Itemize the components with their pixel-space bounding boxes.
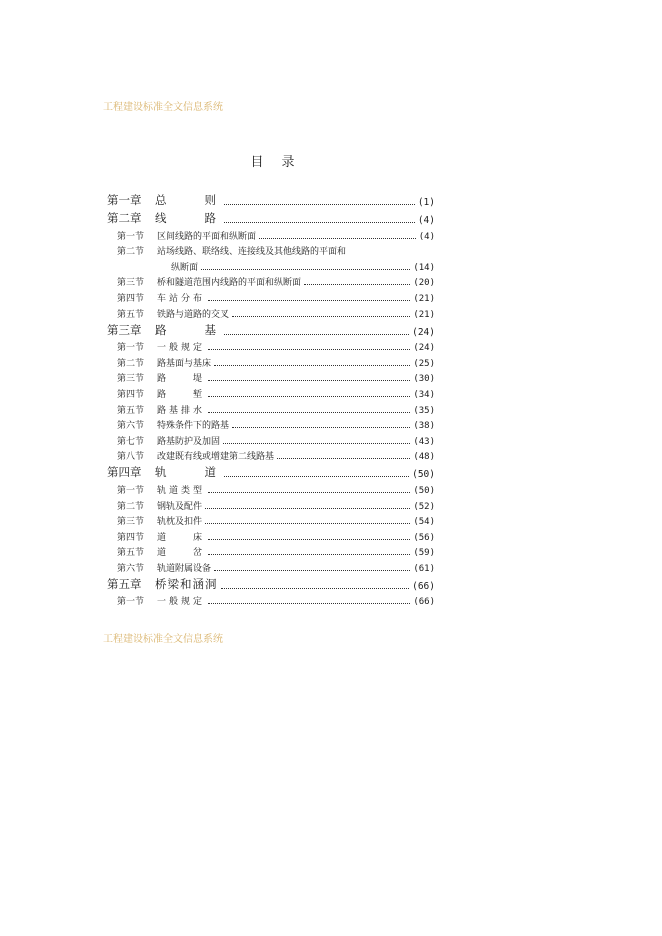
toc-entry-title: 道 床 (157, 532, 206, 543)
toc-leader-dots (224, 222, 415, 223)
toc-entry-number: 第三章 (107, 322, 142, 337)
toc-leader-dots (208, 554, 410, 555)
toc-page-number: (25) (413, 358, 435, 369)
toc-entry-number: 第八节 (117, 452, 145, 463)
toc-entry-number: 第二节 (117, 358, 145, 369)
toc-entry-number: 第六节 (117, 421, 145, 432)
toc-page-number: (1) (417, 197, 435, 208)
toc-section-continuation-row (107, 257, 435, 273)
watermark-footer: 工程建设标准全文信息系统 (103, 634, 223, 645)
toc-entry-number: 第二章 (107, 211, 142, 225)
toc-page-number: (24) (413, 343, 435, 354)
toc-leader-dots (208, 412, 410, 413)
toc-page-number: (21) (413, 309, 435, 320)
toc-entry-title: 区间线路的平面和纵断面 (157, 231, 257, 242)
toc-page-number: (50) (412, 469, 435, 481)
toc-section-row (107, 369, 435, 385)
toc-entry-number: 第一节 (117, 597, 145, 608)
toc-entry-number: 第二节 (117, 501, 145, 512)
toc-leader-dots (208, 380, 410, 381)
toc-entry-title: 路 堑 (157, 389, 206, 400)
toc-section-row (107, 496, 435, 512)
toc-entry-number: 第一节 (117, 485, 145, 496)
toc-leader-dots (259, 238, 416, 239)
toc-entry-title: 钢轨及配件 (157, 501, 203, 512)
toc-page-number: (66) (412, 580, 435, 592)
toc-chapter-row (107, 462, 435, 480)
toc-entry-title: 特殊条件下的路基 (157, 421, 230, 432)
toc-page-number: (66) (413, 597, 435, 608)
toc-leader-dots (224, 334, 409, 335)
toc-section-row (107, 384, 435, 400)
toc-heading: 目录 (250, 155, 313, 170)
toc-entry-number: 第五节 (117, 548, 145, 559)
toc-page-number: (4) (417, 215, 435, 226)
toc-entry-number: 第七节 (117, 436, 145, 447)
toc-entry-title: 一般规定 (157, 597, 206, 608)
toc-leader-dots (201, 269, 410, 270)
toc-leader-dots (208, 396, 410, 397)
toc-entry-number: 第六节 (117, 563, 145, 574)
toc-page-number: (4) (418, 231, 435, 242)
toc-entry-number: 第五节 (117, 405, 145, 416)
toc-entry-title: 路基排水 (157, 405, 206, 416)
toc-section-row (107, 558, 435, 574)
toc-page-number: (35) (413, 405, 435, 416)
toc-entry-number: 第四节 (117, 293, 145, 304)
toc-page-number: (54) (413, 517, 435, 528)
toc-leader-dots (208, 349, 410, 350)
toc-entry-title: 路基防护及加固 (157, 436, 221, 447)
toc-page-number: (20) (413, 278, 435, 289)
toc-chapter-row (107, 574, 435, 592)
toc-entry-title: 轨枕及扣件 (157, 517, 203, 528)
toc-leader-dots (208, 603, 410, 604)
toc-section-row (107, 512, 435, 528)
table-of-contents (107, 190, 435, 607)
toc-entry-number: 第五节 (117, 309, 145, 320)
toc-page-number: (50) (413, 485, 435, 496)
toc-entry-title: 轨道类型 (157, 485, 206, 496)
toc-section-row (107, 242, 435, 258)
toc-entry-title: 轨道附属设备 (157, 563, 212, 574)
toc-page-number: (61) (413, 563, 435, 574)
toc-leader-dots (223, 443, 410, 444)
toc-page-number: (14) (413, 262, 435, 273)
toc-leader-dots (205, 508, 410, 509)
toc-entry-title: 改建既有线或增建第二线路基 (157, 452, 275, 463)
toc-entry-title: 路基面与基床 (157, 358, 212, 369)
toc-entry-title: 轨 道 (155, 465, 221, 480)
toc-leader-dots (208, 539, 410, 540)
toc-page-number: (30) (413, 374, 435, 385)
toc-leader-dots (232, 316, 410, 317)
toc-entry-title: 线 路 (155, 211, 221, 225)
toc-section-row (107, 480, 435, 496)
toc-section-row (107, 447, 435, 463)
toc-entry-title: 一般规定 (157, 343, 206, 354)
toc-entry-title: 桥和隧道范围内线路的平面和纵断面 (157, 278, 302, 289)
toc-leader-dots (277, 458, 410, 459)
toc-section-row (107, 226, 435, 242)
toc-entry-number: 第三节 (117, 278, 145, 289)
toc-page-number: (48) (413, 452, 435, 463)
toc-section-row (107, 304, 435, 320)
toc-section-row (107, 353, 435, 369)
toc-page-number: (56) (413, 532, 435, 543)
toc-leader-dots (214, 570, 410, 571)
toc-section-row (107, 592, 435, 608)
toc-entry-title-continuation: 纵断面 (171, 262, 199, 273)
toc-leader-dots (221, 588, 410, 589)
toc-leader-dots (224, 204, 415, 205)
toc-leader-dots (208, 300, 410, 301)
toc-leader-dots (304, 284, 410, 285)
toc-entry-number: 第四章 (107, 465, 142, 480)
toc-page-number: (38) (413, 421, 435, 432)
toc-entry-number: 第四节 (117, 532, 145, 543)
toc-page-number: (24) (412, 326, 435, 338)
toc-entry-title: 总 则 (155, 193, 221, 207)
watermark-header: 工程建设标准全文信息系统 (103, 102, 223, 113)
toc-entry-number: 第三节 (117, 517, 145, 528)
toc-leader-dots (224, 476, 409, 477)
toc-entry-title: 车站分布 (157, 293, 206, 304)
toc-entry-number: 第一章 (107, 193, 142, 207)
toc-chapter-row (107, 208, 435, 226)
toc-leader-dots (208, 492, 410, 493)
toc-entry-number: 第一节 (117, 231, 145, 242)
toc-section-row (107, 400, 435, 416)
toc-entry-title: 道 岔 (157, 548, 206, 559)
toc-entry-number: 第一节 (117, 343, 145, 354)
toc-page-number: (21) (413, 293, 435, 304)
toc-page-number: (34) (413, 389, 435, 400)
toc-section-row (107, 527, 435, 543)
toc-entry-number: 第四节 (117, 389, 145, 400)
toc-entry-title: 路 基 (155, 322, 221, 337)
toc-section-row (107, 338, 435, 354)
toc-leader-dots (214, 365, 410, 366)
toc-section-row (107, 431, 435, 447)
toc-entry-number: 第二节 (117, 247, 145, 258)
toc-section-row (107, 416, 435, 432)
toc-chapter-row (107, 320, 435, 338)
toc-page-number: (59) (413, 548, 435, 559)
toc-entry-title: 站场线路、联络线、连接线及其他线路的平面和 (157, 247, 347, 258)
toc-entry-title: 铁路与道路的交叉 (157, 309, 230, 320)
toc-section-row (107, 543, 435, 559)
toc-chapter-row (107, 190, 435, 208)
toc-entry-title: 桥梁和涵洞 (155, 576, 218, 591)
toc-section-row (107, 273, 435, 289)
toc-section-row (107, 288, 435, 304)
toc-leader-dots (205, 523, 410, 524)
toc-entry-number: 第五章 (107, 576, 142, 591)
toc-entry-title: 路 堤 (157, 374, 206, 385)
toc-page-number: (52) (413, 501, 435, 512)
toc-leader-dots (232, 427, 410, 428)
toc-entry-number: 第三节 (117, 374, 145, 385)
toc-page-number: (43) (413, 436, 435, 447)
